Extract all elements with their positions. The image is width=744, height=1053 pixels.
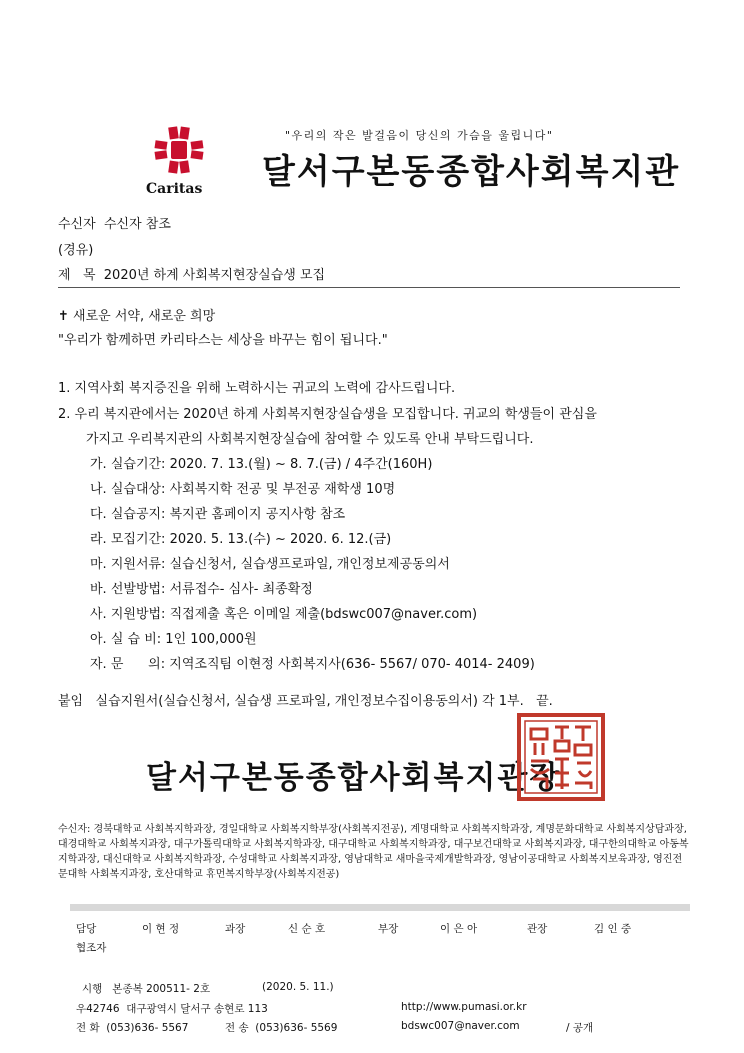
item-label: 아. 실 습 비: [90,632,162,647]
list-item [90,578,313,597]
item-label: 다. 실습공지: [90,507,166,522]
approval-person: 이 은 아 [440,923,478,935]
approval-role: 과장 [225,923,246,935]
item-label: 마. 지원서류: [90,557,166,572]
email-link[interactable]: bdswc007@naver.com [401,1020,520,1032]
recipient-label: 수신자 [58,217,96,232]
item-value: 2020. 7. 13.(월) ~ 8. 7.(금) / 4주간(160H) [169,457,433,472]
disclosure-status: / 공개 [566,1022,594,1034]
address: 우42746 대구광역시 달서구 송현로 113 [76,1003,268,1015]
motto-line2: "우리가 함께하면 카리타스는 세상을 바꾸는 힘이 됩니다." [58,333,388,348]
via-row: (경유) [58,243,94,258]
approval-person: 이 현 정 [142,923,180,935]
subject-value: 2020년 하계 사회복지현장실습생 모집 [103,268,326,283]
item-label: 바. 선발방법: [90,582,166,597]
slogan: "우리의 작은 발걸음이 당신의 가슴을 울립니다" [285,129,554,142]
list-item [90,503,345,522]
item-value: 직접제출 혹은 이메일 제출(bdswc007@naver.com) [169,607,478,622]
approval-role: 담당 [76,923,97,935]
item-label: 사. 지원방법: [90,607,166,622]
item-value: 서류접수- 심사- 최종확정 [169,582,313,597]
phone: 전 화 (053)636- 5567 [76,1022,189,1034]
website-link[interactable]: http://www.pumasi.or.kr [401,1001,527,1013]
item-label: 가. 실습기간: [90,457,166,472]
recipient-value: 수신자 참조 [103,217,171,232]
divider-bar [70,904,690,911]
approval-role: 부장 [378,923,399,935]
list-item [90,453,432,472]
subject-underline [58,287,680,288]
body-paragraph-2b: 가지고 우리복지관의 사회복지현장실습에 참여할 수 있도록 안내 부탁드립니다. [86,432,534,447]
body-paragraph-2a: 2. 우리 복지관에서는 2020년 하계 사회복지현장실습생을 모집합니다. 귀교의 학생들이 관심을 [58,407,597,422]
official-seal-icon [517,713,605,801]
list-item [90,553,450,572]
item-value: 지역조직팀 이현정 사회복지사(636- 5567/ 070- 4014- 2409) [169,657,535,672]
item-value: 사회복지학 전공 및 부전공 재학생 10명 [169,482,396,497]
list-item [90,653,535,672]
fax: 전 송 (053)636- 5569 [225,1022,338,1034]
attachment-line: 붙임 실습지원서(실습신청서, 실습생 프로파일, 개인정보수집이용동의서) 각 1부. 끝. [58,694,553,709]
approval-role: 관장 [527,923,548,935]
cooperator-label: 협조자 [76,942,107,954]
body-paragraph-1: 1. 지역사회 복지증진을 위해 노력하시는 귀교의 노력에 감사드립니다. [58,381,456,396]
approval-person: 신 순 호 [288,923,326,935]
list-item [90,528,391,547]
subject-label: 제 목 [58,268,96,283]
issue-number: 시행 본종복 200511- 2호 [82,983,211,995]
item-value: 복지관 홈페이지 공지사항 참조 [169,507,346,522]
list-item [90,628,257,647]
recipient-row [58,213,171,232]
item-value: 1인 100,000원 [165,632,257,647]
list-item [90,478,395,497]
item-label: 나. 실습대상: [90,482,166,497]
item-value: 2020. 5. 13.(수) ~ 2020. 6. 12.(금) [169,532,392,547]
issue-date: (2020. 5. 11.) [262,981,334,993]
subject-row [58,264,678,283]
recipient-list: 수신자: 경북대학교 사회복지학과장, 경일대학교 사회복지학부장(사회복지전공), 계명대학교 사회복지학과장, 계명문화대학교 사회복지상담과장, 대경대학교 사회복지과장, 대구가톨릭대학교 사회복지학과장, 대구대학교 사회복지학과장, 대구보건대학교 사회복지과장, 대구한의대학교 아동복지학과장, 대신대학교 사회복지학과장, 수성대학교 사회복지과장, 영남대학교 새마을국제개발학과장, 영남이공대학교 사회복지보육과장, 영진전문대학 사회복지과장, 호산대학교 휴먼복지학부장(사회복지전공) [58,824,689,880]
list-item [90,603,477,622]
org-name-header: 달서구본동종합사회복지관 [262,152,681,192]
motto-line1: ✝ 새로운 서약, 새로운 희망 [58,309,216,324]
approval-person: 김 인 중 [594,923,632,935]
item-label: 라. 모집기간: [90,532,166,547]
item-label: 자. 문 의: [90,657,166,672]
signatory-name: 달서구본동종합사회복지관장 [146,760,562,796]
caritas-logo-text: Caritas [146,181,203,197]
item-value: 실습신청서, 실습생프로파일, 개인정보제공동의서 [169,557,450,572]
